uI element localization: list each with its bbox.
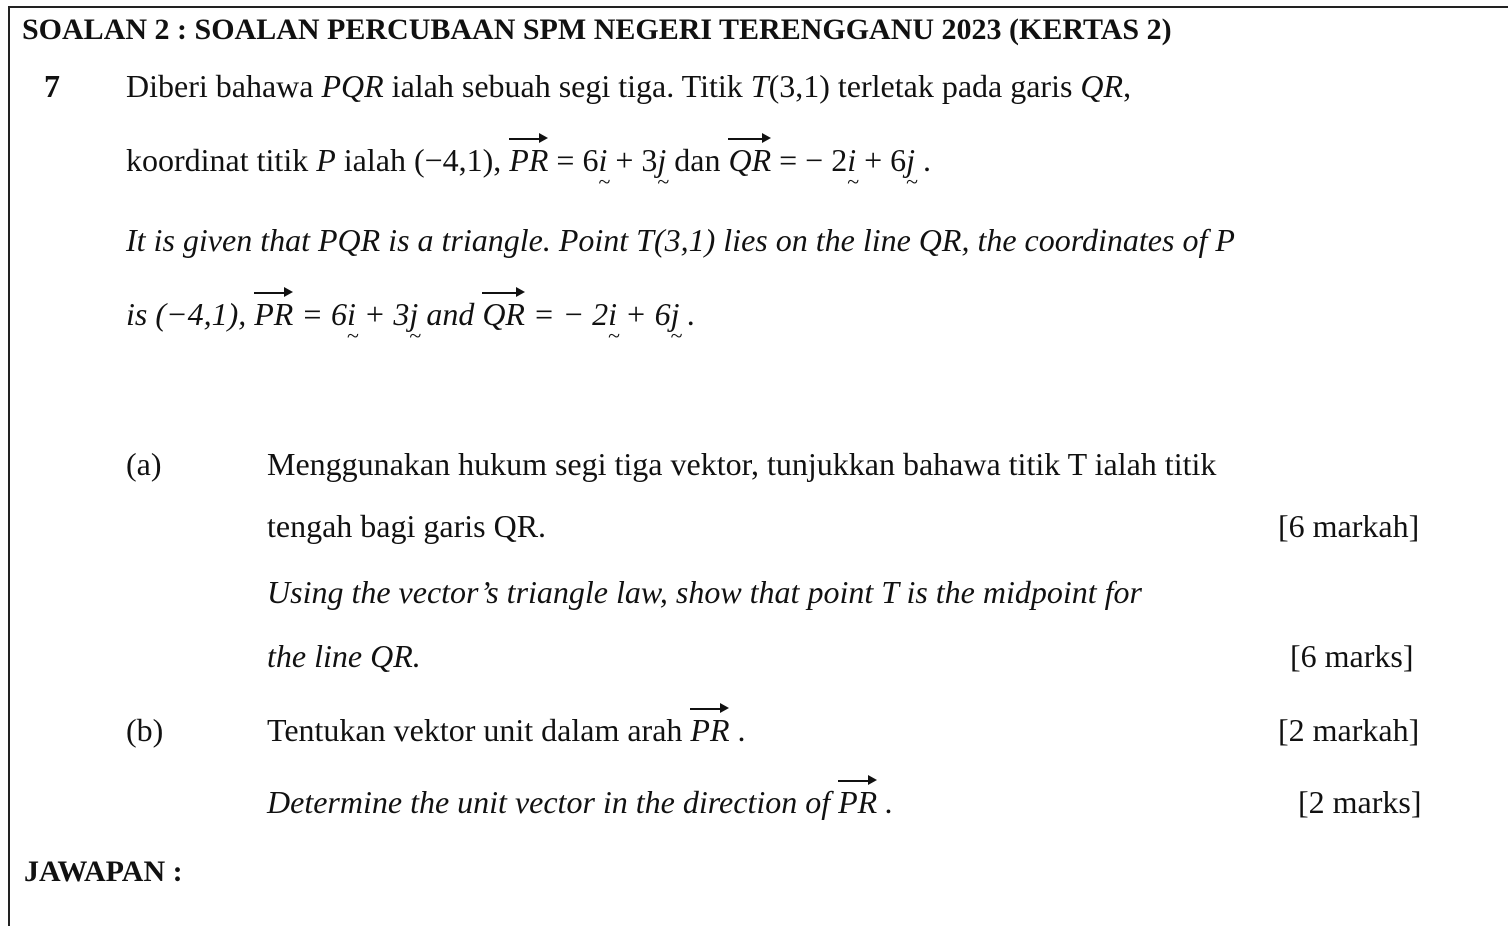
text: .	[729, 712, 746, 748]
part-a-english-line-1: Using the vector’s triangle law, show that point T is the midpoint for	[267, 574, 1142, 610]
malay-line-1	[126, 66, 1131, 106]
part-a-label	[126, 444, 162, 484]
part-b-english	[267, 782, 893, 822]
text: koordinat titik	[126, 142, 317, 178]
text: (3,1) terletak pada garis	[768, 68, 1081, 104]
text: PQR	[321, 68, 384, 104]
part-b-malay-marks: [2 markah]	[1278, 712, 1420, 748]
answer-label: JAWAPAN :	[24, 855, 183, 888]
text: = 6	[293, 296, 347, 332]
text: .	[679, 296, 696, 332]
unit-j: j ~	[409, 294, 418, 334]
text: .	[877, 784, 894, 820]
text: and	[418, 296, 483, 332]
text: dan	[666, 142, 729, 178]
text: .	[915, 142, 932, 178]
vector-qr: QR	[728, 142, 772, 178]
unit-j: j ~	[671, 294, 680, 334]
vector-pr: PR	[254, 296, 294, 332]
part-a-english-line-2: the line QR.	[267, 638, 421, 674]
text: Tentukan vektor unit dalam arah	[267, 712, 691, 748]
text: ialah sebuah segi tiga. Titik	[383, 68, 751, 104]
english-line-1: It is given that PQR is a triangle. Point T(3,1) lies on the line QR, the coordinates of P	[126, 222, 1235, 258]
text: = − 2	[524, 296, 609, 332]
malay-line-2	[126, 140, 931, 180]
vector-qr: QR	[482, 296, 525, 332]
vector-pr: PR	[838, 784, 878, 820]
text: is (−4,1),	[126, 296, 255, 332]
question-number: 7	[44, 68, 60, 104]
text: (a)	[126, 446, 162, 482]
unit-i: i ~	[598, 140, 607, 180]
text: + 3	[355, 296, 410, 332]
text: = 6	[548, 142, 599, 178]
unit-j: j ~	[906, 140, 915, 180]
unit-i: i ~	[847, 140, 856, 180]
unit-j: j ~	[657, 140, 666, 180]
part-b-english-marks: [2 marks]	[1298, 784, 1422, 820]
text: Determine the unit vector in the direction of	[267, 784, 839, 820]
text: Diberi bahawa	[126, 68, 322, 104]
unit-i: i ~	[608, 294, 617, 334]
vector-pr: PR	[690, 712, 730, 748]
text: QR	[1080, 68, 1124, 104]
part-a-malay-line-1: Menggunakan hukum segi tiga vektor, tunjukkan bahawa titik T ialah titik	[267, 446, 1217, 482]
page-header: SOALAN 2 : SOALAN PERCUBAAN SPM NEGERI TERENGGANU 2023 (KERTAS 2)	[22, 13, 1172, 46]
unit-i: i ~	[347, 294, 356, 334]
part-b-label: (b)	[126, 712, 164, 748]
english-line-2	[126, 294, 696, 334]
text: ialah (−4,1),	[335, 142, 510, 178]
vector-pr: PR	[509, 142, 549, 178]
part-a-malay-line-2: tengah bagi garis QR.	[267, 508, 547, 544]
text: + 6	[617, 296, 671, 332]
part-b-malay	[267, 710, 745, 750]
text: = − 2	[771, 142, 848, 178]
text: ,	[1123, 68, 1132, 104]
text: + 3	[607, 142, 658, 178]
part-a-malay-marks: [6 markah]	[1278, 508, 1420, 544]
text: T	[750, 68, 769, 104]
part-a-english-marks: [6 marks]	[1290, 638, 1414, 674]
text: P	[316, 142, 336, 178]
text: + 6	[856, 142, 907, 178]
